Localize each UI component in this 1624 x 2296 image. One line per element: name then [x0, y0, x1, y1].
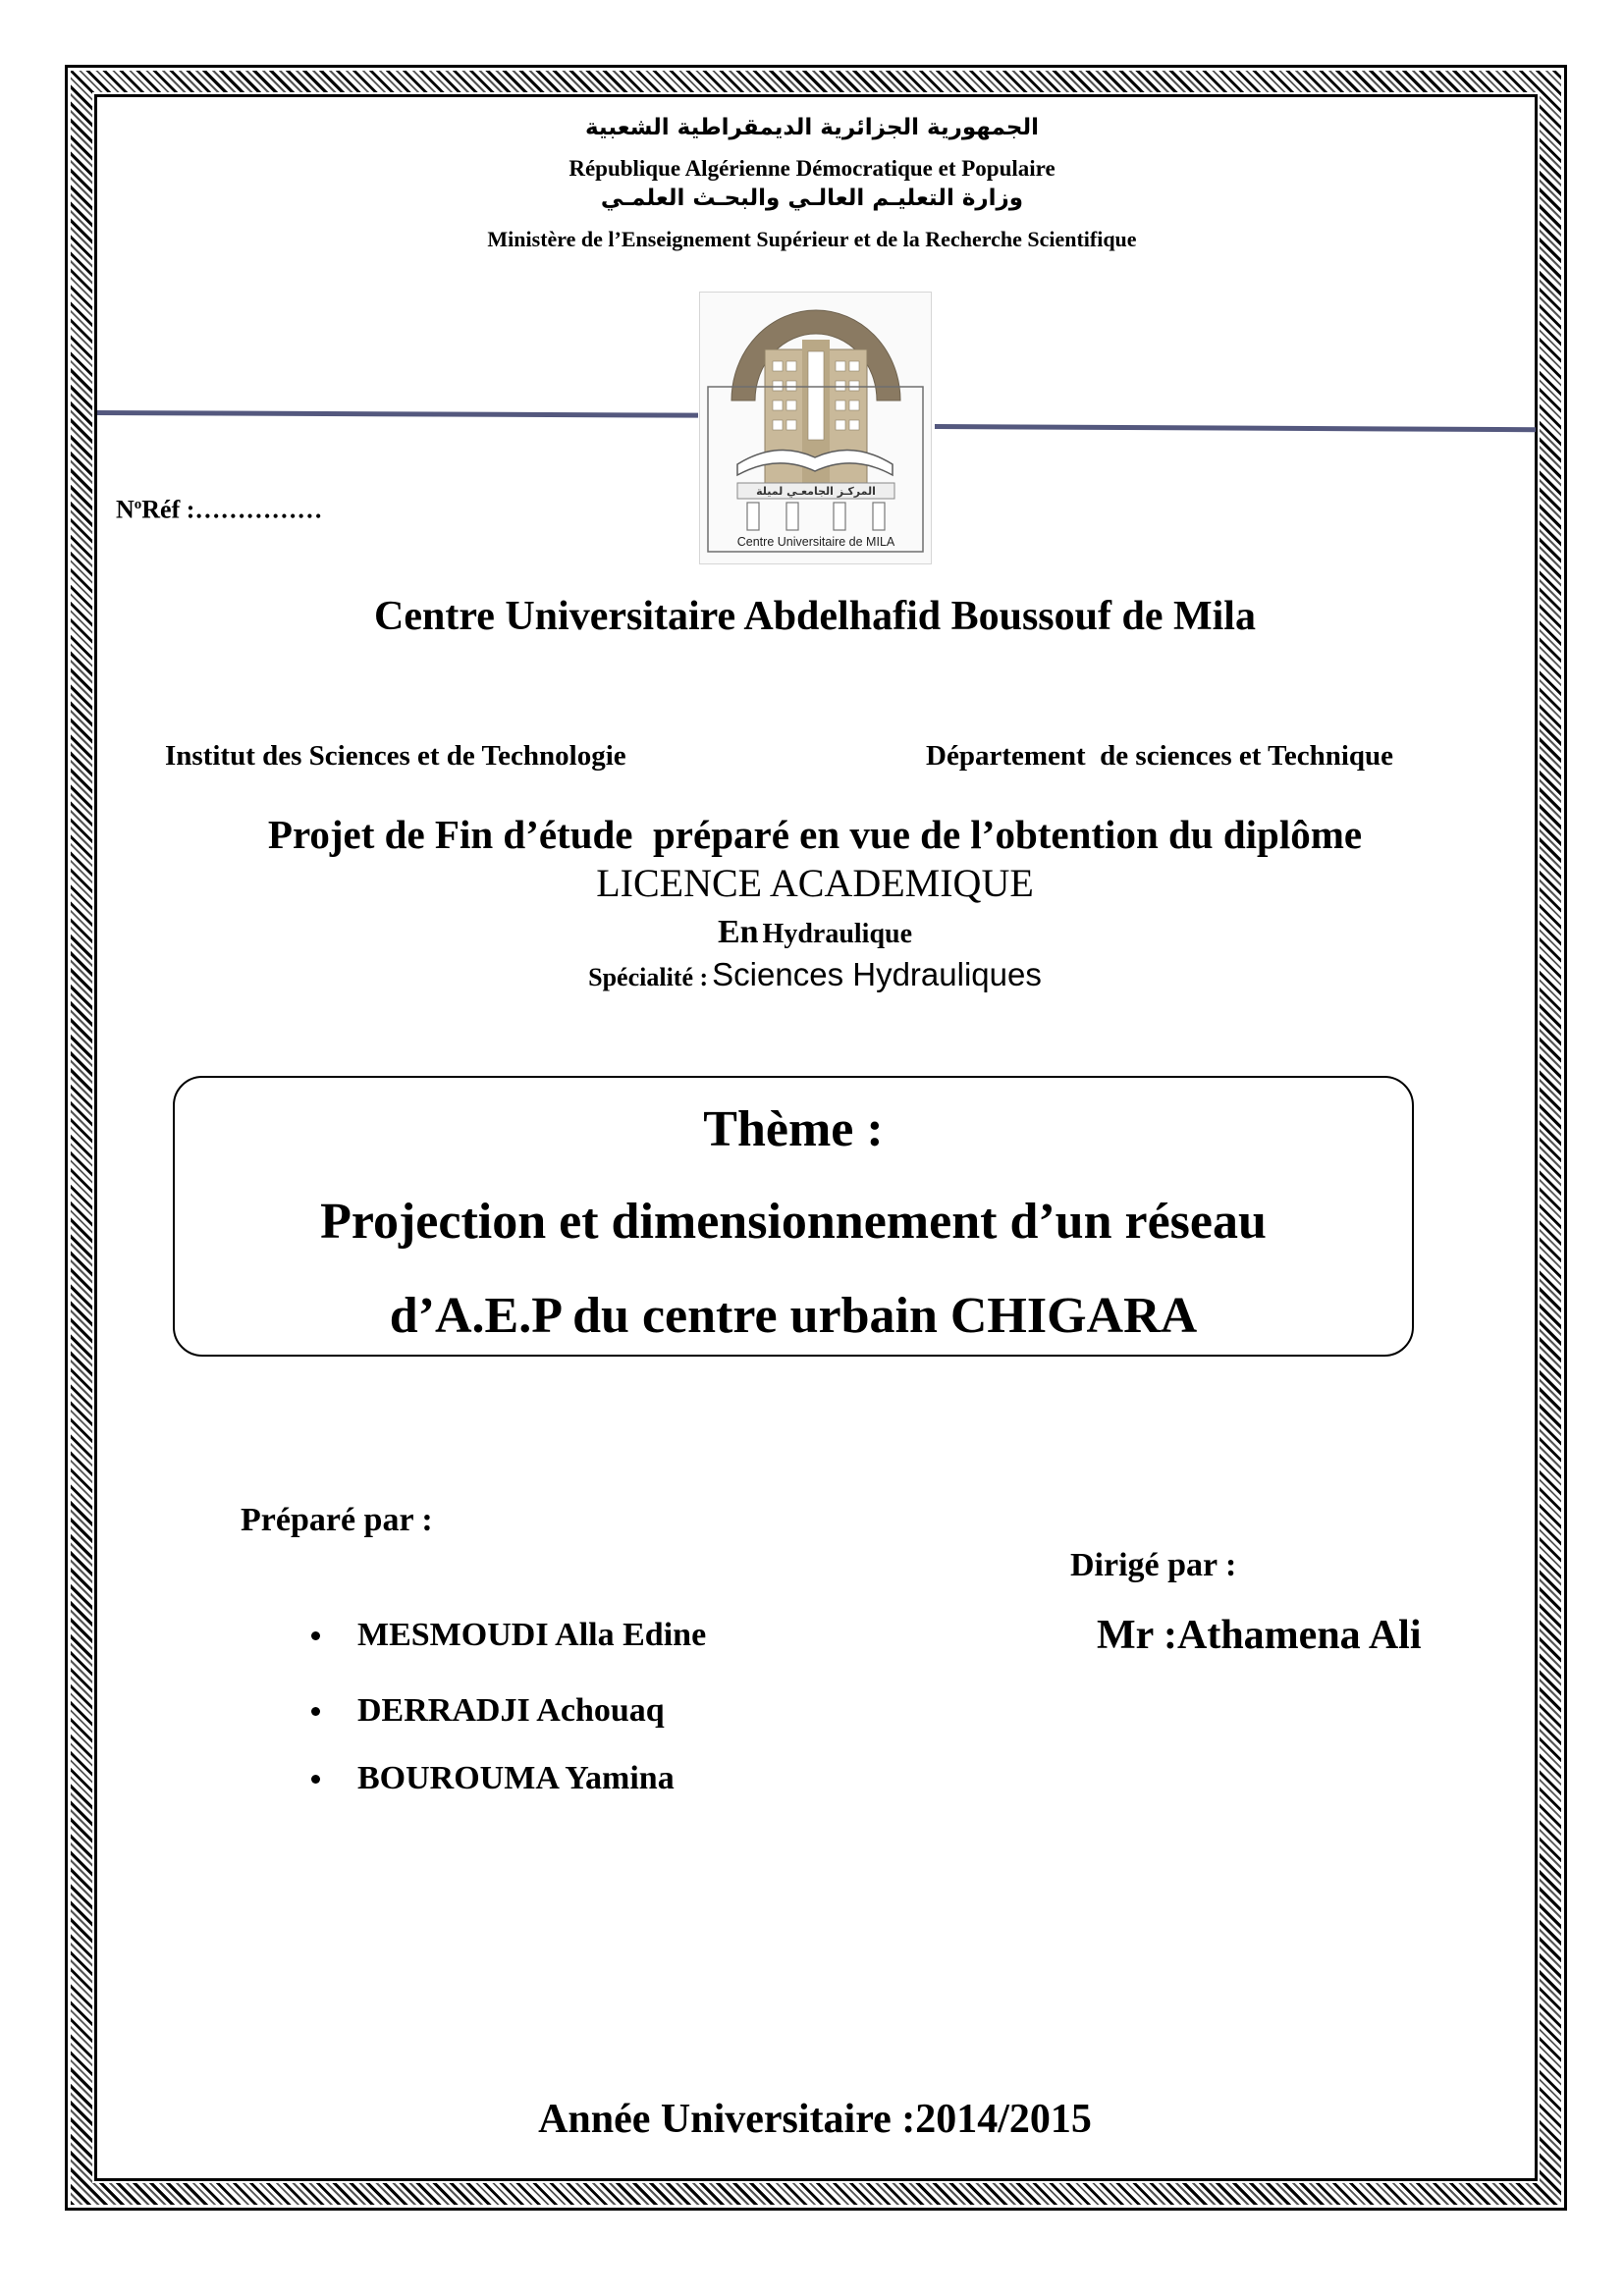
theme-title-line1: Projection et dimensionnement d’un réseau	[320, 1194, 1267, 1250]
header-arabic-republic: الجمهورية الجزائرية الديمقراطية الشعبية	[584, 115, 1040, 140]
reference-prefix: N	[116, 495, 135, 524]
theme-title-line2: d’A.E.P du centre urbain CHIGARA	[389, 1288, 1198, 1344]
diploma-degree: LICENCE ACADEMIQUE	[596, 861, 1034, 905]
reference-label: Réf :……………	[141, 495, 323, 524]
logo-caption: Centre Universitaire de MILA	[736, 535, 895, 549]
department-name: Département de sciences et Technique	[926, 740, 1394, 772]
specialty-name: Sciences Hydrauliques	[712, 956, 1042, 992]
institution-name: Centre Universitaire Abdelhafid Boussouf de Mila	[374, 594, 1256, 639]
academic-year: Année Universitaire :2014/2015	[538, 2097, 1092, 2142]
author-name: DERRADJI Achouaq	[357, 1692, 665, 1729]
specialty-label: Spécialité :	[588, 963, 709, 991]
supervisor-name: Mr :Athamena Ali	[1097, 1613, 1422, 1658]
logo-arabic-caption: المركـز الجامعـي لميلة	[756, 485, 876, 498]
theme-label: Thème :	[703, 1101, 884, 1157]
university-logo-image	[700, 293, 931, 563]
authors-label: Préparé par :	[241, 1502, 433, 1538]
diploma-field-prefix: En	[717, 914, 759, 950]
diploma-field-name: Hydraulique	[762, 919, 913, 949]
diploma-field	[0, 913, 1624, 958]
institute-name: Institut des Sciences et de Technologie	[165, 740, 626, 772]
bullet-icon	[311, 1631, 320, 1640]
diploma-specialty	[0, 955, 1624, 1001]
author-name: BOUROUMA Yamina	[357, 1760, 675, 1796]
header-republic: République Algérienne Démocratique et Populaire	[568, 156, 1056, 181]
university-logo	[699, 292, 932, 564]
supervisor-label: Dirigé par :	[1070, 1547, 1237, 1583]
bullet-icon	[311, 1775, 320, 1784]
bullet-icon	[311, 1707, 320, 1716]
header-ministry: Ministère de l’Enseignement Supérieur et de la Recherche Scientifique	[487, 227, 1137, 251]
header-arabic-ministry: وزارة التعليـم العالـي والبحـث العلمـي	[600, 186, 1024, 211]
reference-superscript: o	[134, 497, 142, 512]
author-name: MESMOUDI Alla Edine	[357, 1617, 707, 1653]
diploma-statement: Projet de Fin d’étude préparé en vue de l’obtention du diplôme	[267, 812, 1363, 857]
reference-number	[116, 489, 322, 526]
